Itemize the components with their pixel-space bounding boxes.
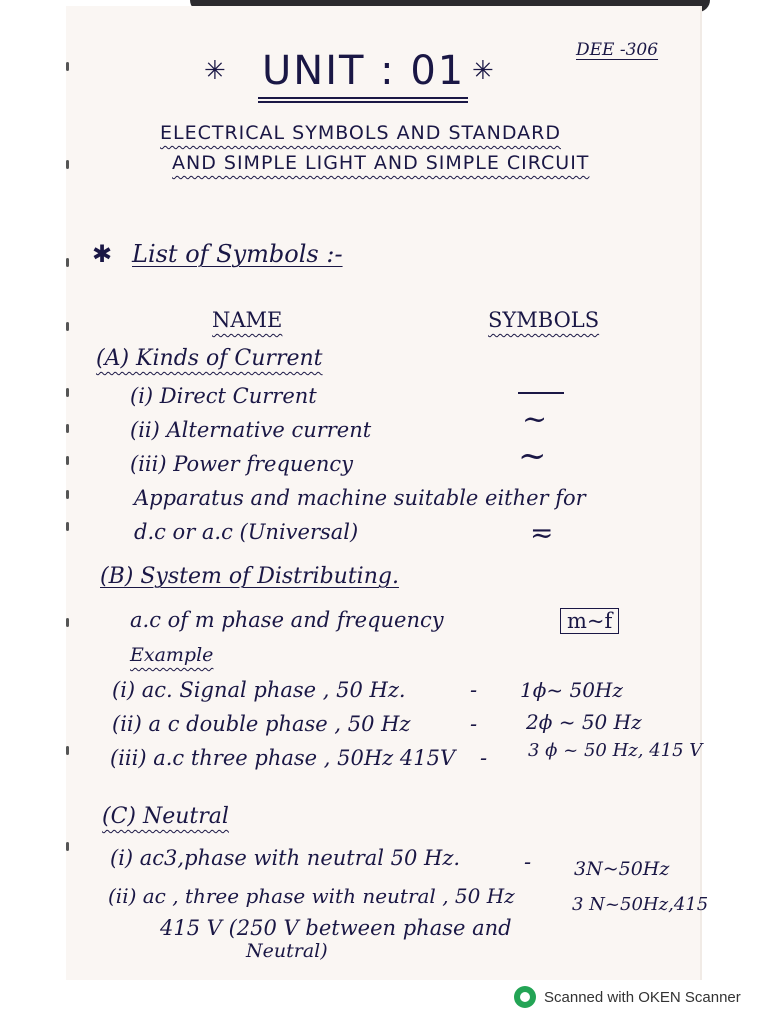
power-frequency-symbol: ~: [518, 436, 547, 476]
asterisk-icon: ✱: [92, 240, 113, 268]
apparatus-line-1: Apparatus and machine suitable either for: [134, 486, 586, 510]
direct-current-symbol: [518, 392, 564, 394]
title-underline: [258, 97, 468, 99]
section-c-cont-line-2: Neutral): [246, 940, 328, 962]
dash: -: [470, 712, 478, 736]
star-decoration-icon: ✳: [204, 56, 226, 86]
universal-symbol: ≂: [530, 516, 554, 549]
neutral-3n-415-symbol: 3 N~50Hz,415: [572, 894, 709, 915]
scanner-text: Scanned with OKEN Scanner: [544, 988, 741, 1006]
dash: -: [470, 678, 478, 702]
section-a-item-1: (i) Direct Current: [130, 384, 317, 408]
binding-mark: [66, 618, 69, 627]
binding-mark: [66, 258, 69, 267]
binding-mark: [66, 842, 69, 851]
scanner-logo-icon: [514, 986, 536, 1008]
subtitle-line-1: ELECTRICAL SYMBOLS AND STANDARD: [160, 122, 561, 144]
binding-mark: [66, 490, 69, 499]
binding-mark: [66, 424, 69, 433]
alternating-current-symbol: ~: [522, 402, 548, 437]
apparatus-line-2: d.c or a.c (Universal): [134, 520, 359, 544]
section-a-item-3: (iii) Power frequency: [130, 452, 354, 476]
dash: -: [524, 850, 532, 874]
section-b-item-2: (ii) a c double phase , 50 Hz: [112, 712, 411, 736]
binding-mark: [66, 322, 69, 331]
m-phase-f-symbol: m~f: [560, 608, 619, 634]
section-b-item-1: (i) ac. Signal phase , 50 Hz.: [112, 678, 406, 702]
section-c-heading: (C) Neutral: [102, 804, 229, 829]
section-c-item-2: (ii) ac , three phase with neutral , 50 Hz: [108, 884, 515, 908]
column-name: NAME: [212, 308, 283, 332]
three-phase-symbol: 3 ϕ ~ 50 Hz, 415 V: [528, 740, 703, 761]
section-c-item-1: (i) ac3,phase with neutral 50 Hz.: [110, 846, 461, 870]
binding-mark: [66, 388, 69, 397]
star-decoration-icon: ✳: [472, 56, 494, 86]
dash: -: [480, 746, 488, 770]
section-b-item-3: (iii) a.c three phase , 50Hz 415V: [110, 746, 456, 770]
binding-mark: [66, 522, 69, 531]
unit-title: UNIT : 01: [262, 48, 466, 94]
subtitle-line-2: AND SIMPLE LIGHT AND SIMPLE CIRCUIT: [172, 152, 590, 174]
section-a-item-2: (ii) Alternative current: [130, 418, 372, 442]
neutral-3n-symbol: 3N~50Hz: [574, 858, 670, 880]
double-phase-symbol: 2ϕ ~ 50 Hz: [526, 710, 642, 734]
course-code: DEE -306: [576, 40, 659, 60]
title-underline: [258, 101, 468, 103]
single-phase-symbol: 1ϕ~ 50Hz: [520, 678, 623, 702]
scanner-watermark: [514, 986, 741, 1008]
section-b-description: a.c of m phase and frequency: [130, 608, 444, 632]
binding-mark: [66, 746, 69, 755]
binding-mark: [66, 456, 69, 465]
binding-mark: [66, 62, 69, 71]
section-a-heading: (A) Kinds of Current: [96, 346, 323, 371]
column-symbols: SYMBOLS: [488, 308, 600, 332]
section-c-cont-line-1: 415 V (250 V between phase and: [160, 916, 512, 940]
example-label: Example: [130, 644, 214, 666]
binding-mark: [66, 160, 69, 169]
list-heading: List of Symbols :-: [132, 240, 343, 268]
section-b-heading: (B) System of Distributing.: [100, 564, 399, 589]
